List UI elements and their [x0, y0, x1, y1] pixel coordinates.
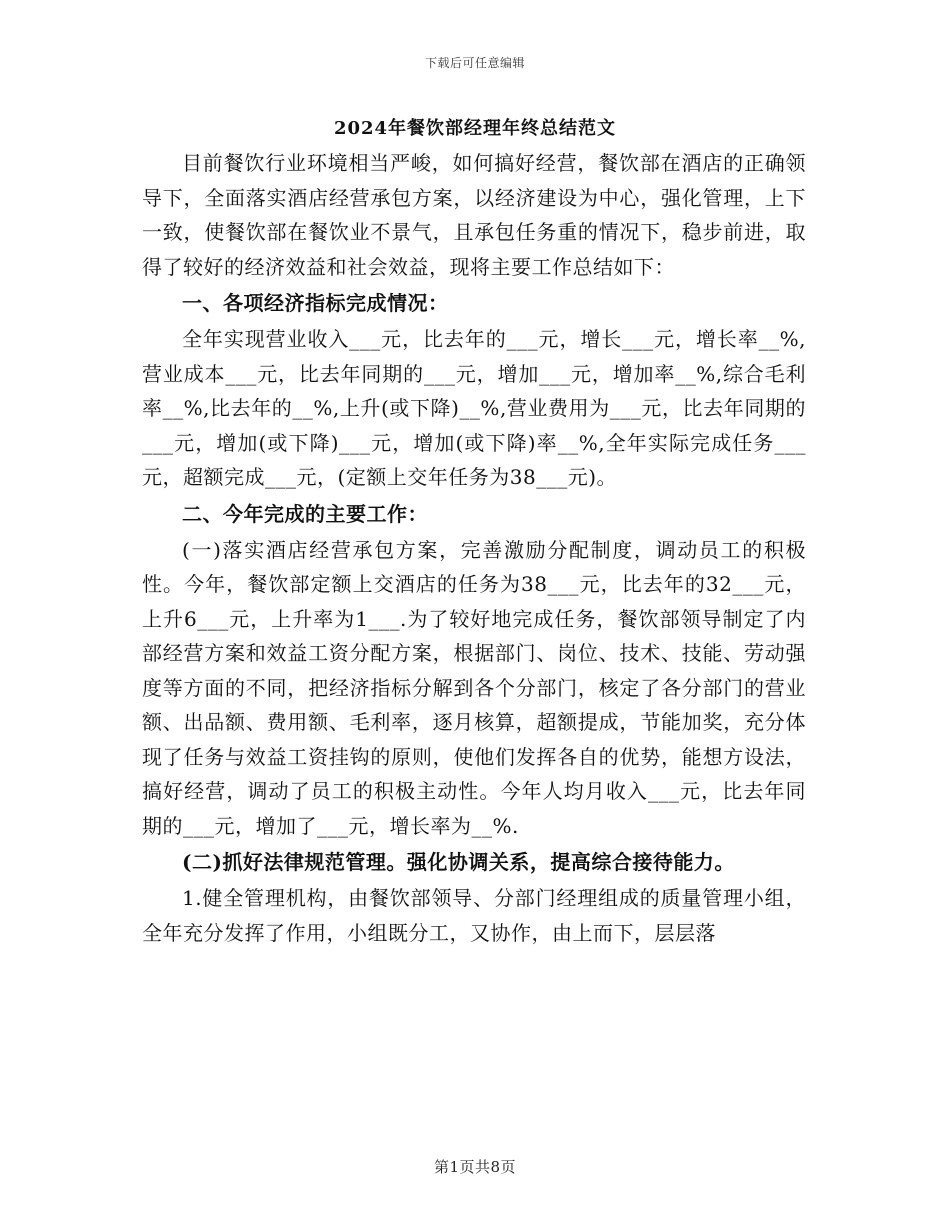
main-work-paragraph: (一)落实酒店经营承包方案，完善激励分配制度，调动员工的积极性。今年，餐饮部定额上交酒店的任务为38___元，比去年的32___元，上升6___元，上升率为1___.为了较好地完成任务，餐饮部领导制定了内部经营方案和效益工资分配方案，根据部门、岗位、技术、技能、劳动强度等方面的不同，把经济指标分解到各个分部门，核定了各分部门的营业额、出品额、费用额、毛利率，逐月核算，超额提成，节能加奖，充分体现了任务与效益工资挂钩的原则，使他们发挥各自的优势，能想方设法，搞好经营，调动了员工的积极主动性。今年人均月收入___元，比去年同期的___元，增加了___元，增长率为__%. [142, 537, 806, 838]
intro-paragraph: 目前餐饮行业环境相当严峻，如何搞好经营，餐饮部在酒店的正确领导下，全面落实酒店经营承包方案，以经济建设为中心，强化管理，上下一致，使餐饮部在餐饮业不景气，且承包任务重的情况下，稳步前进，取得了较好的经济效益和社会效益，现将主要工作总结如下： [142, 151, 806, 279]
page-number-footer: 第1页共8页 [433, 1158, 517, 1176]
section-heading-economic-indicators: 一、各项经济指标完成情况： [182, 291, 449, 315]
document-title: 2024年餐饮部经理年终总结范文 [333, 118, 617, 139]
subsection-heading-legal-management: (二)抓好法律规范管理。强化协调关系，提高综合接待能力。 [182, 850, 735, 874]
section-heading-main-work: 二、今年完成的主要工作： [182, 501, 428, 526]
economic-indicators-paragraph: 全年实现营业收入___元，比去年的___元，增长___元，增长率__%,营业成本___元，比去年同期的___元，增加___元，增加率__%,综合毛利率__%,比去年的__%,上升(或下降)__%,营业费用为___元，比去年同期的___元，增加(或下降)___元，增加(或下降)率__%,全年实际完成任务___元，超额完成___元，(定额上交年任务为38___元)。 [142, 327, 806, 489]
header-note: 下载后可任意编辑 [424, 56, 525, 70]
document-body [142, 146, 806, 950]
management-structure-paragraph: 1.健全管理机构，由餐饮部领导、分部门经理组成的质量管理小组，全年充分发挥了作用，小组既分工，又协作，由上而下，层层落 [142, 886, 806, 945]
